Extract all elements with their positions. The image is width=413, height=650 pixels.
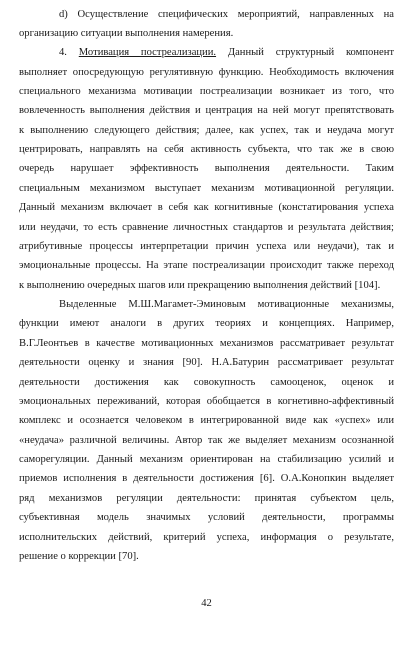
text-line: исполнительских действий, критерий успеха, информация о результате, (19, 532, 394, 543)
text-line: эмоциональные процессы. На этапе постреализации происходит также переход (19, 260, 394, 271)
text-line: к выполнению следующего действия; далее, как успех, так и неудача могут (19, 125, 394, 136)
text-line: В.Г.Леонтьев в качестве мотивационных механизмов рассматривает результат (19, 338, 394, 349)
text-line: организацию ситуации выполнения намерения. (19, 28, 234, 39)
text-line: «неудача» различной величины. Автор так же выделяет механизм осознанной (19, 435, 394, 446)
text-line: центрировать, направлять на себя активность субъекта, что так же в свою (19, 144, 394, 155)
text-line: деятельности достижения как совокупность самооценок, оценок и (19, 377, 394, 388)
text-line: Данный механизм включает в себя как когнитивные (констатирования успеха (19, 202, 394, 213)
text-line: 4. Мотивация постреализации. Данный структурный компонент (59, 47, 394, 58)
text-line: саморегуляции. Данный механизм ориентирован на стабилизацию усилий и (19, 454, 394, 465)
text-line: специального механизма мотивации постреализации возникает из того, что (19, 86, 394, 97)
text-line: субъективная модель значимых условий деятельности, программы (19, 512, 394, 523)
text-line: функции имеют аналоги в других теориях и концепциях. Например, (19, 318, 394, 329)
page-number: 42 (201, 598, 212, 609)
text-line: вовлеченность выполнения действия и центрация на ней могут препятствовать (19, 105, 394, 116)
text-line: Выделенные М.Ш.Магамет-Эминовым мотивационные механизмы, (59, 299, 394, 310)
text-line: специальным механизмом выступает механизм мотивационной регуляции. (19, 183, 394, 194)
text-line: эмоциональных переживаний, которая обобщается в когнетивно-аффективный (19, 396, 394, 407)
text-line: d) Осуществление специфических мероприятий, направленных на (59, 9, 394, 20)
text-line: атрибутивные процессы интерпретации причин успеха или неудачи), так и (19, 241, 394, 252)
text-line: деятельности оценку и знания [90]. Н.А.Батурин рассматривает результат (19, 357, 394, 368)
text-line: решение о коррекции [70]. (19, 551, 139, 562)
underlined-heading: Мотивация постреализации. (78, 47, 217, 58)
text-line: к выполнению очередных шагов или прекращению выполнения действий [104]. (19, 280, 381, 291)
text-line: выполняет опосредующую регулятивную функцию. Необходимость включения (19, 67, 394, 78)
text-line: приемов исполнения в деятельности достижения [6]. О.А.Конопкин выделяет (19, 473, 394, 484)
text-line: или неудачи, то есть сравнение личностных стандартов и результата действия; (19, 222, 394, 233)
text-line: очередь нарушает эффективность выполнения деятельности. Таким (19, 163, 394, 174)
text-line: ряд механизмов регуляции деятельности: принятая субъектом цель, (19, 493, 394, 504)
text-line: комплекс и осознается человеком в интегрированной виде как «успех» или (19, 415, 394, 426)
